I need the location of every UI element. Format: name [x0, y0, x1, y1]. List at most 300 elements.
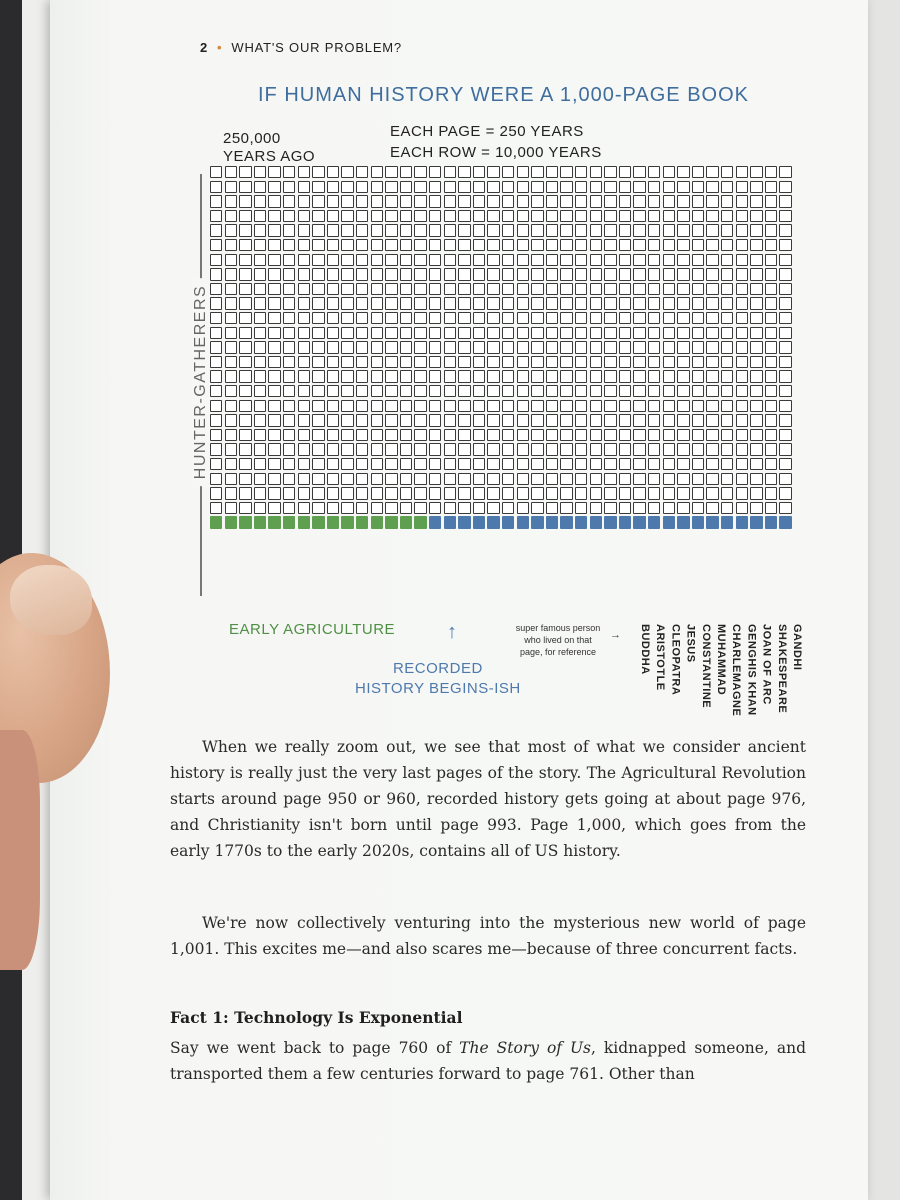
page-cell-hunter-gatherers [429, 502, 441, 514]
page-cell-hunter-gatherers [473, 429, 485, 441]
page-cell-hunter-gatherers [677, 414, 689, 426]
page-cell-hunter-gatherers [268, 385, 280, 397]
page-cell-hunter-gatherers [692, 400, 704, 412]
page-cell-hunter-gatherers [517, 181, 529, 193]
page-cell-hunter-gatherers [444, 473, 456, 485]
page-cell-hunter-gatherers [736, 254, 748, 266]
page-cell-hunter-gatherers [444, 487, 456, 499]
page-cell-hunter-gatherers [298, 458, 310, 470]
page-cell-hunter-gatherers [210, 385, 222, 397]
page-cell-hunter-gatherers [225, 268, 237, 280]
page-cell-hunter-gatherers [765, 224, 777, 236]
page-cell-hunter-gatherers [239, 239, 251, 251]
page-cell-hunter-gatherers [502, 458, 514, 470]
page-cell-hunter-gatherers [721, 443, 733, 455]
page-cell-hunter-gatherers [268, 283, 280, 295]
page-cell-hunter-gatherers [487, 400, 499, 412]
page-cell-hunter-gatherers [575, 473, 587, 485]
page-cell-hunter-gatherers [341, 195, 353, 207]
page-cell-hunter-gatherers [268, 297, 280, 309]
page-cell-hunter-gatherers [458, 312, 470, 324]
famous-person-label: GENGHIS KHAN [745, 624, 758, 716]
page-cell-hunter-gatherers [692, 370, 704, 382]
page-cell-hunter-gatherers [400, 327, 412, 339]
page-cell-hunter-gatherers [721, 400, 733, 412]
page-cell-hunter-gatherers [341, 327, 353, 339]
page-cell-hunter-gatherers [502, 297, 514, 309]
page-cell-hunter-gatherers [648, 502, 660, 514]
page-cell-hunter-gatherers [371, 370, 383, 382]
page-cell-hunter-gatherers [619, 502, 631, 514]
page-cell-hunter-gatherers [414, 210, 426, 222]
page-cell-hunter-gatherers [663, 166, 675, 178]
page-cell-hunter-gatherers [546, 443, 558, 455]
page-cell-hunter-gatherers [779, 473, 791, 485]
page-cell-hunter-gatherers [546, 356, 558, 368]
page-cell-hunter-gatherers [225, 443, 237, 455]
page-cell-hunter-gatherers [546, 400, 558, 412]
page-cell-hunter-gatherers [765, 400, 777, 412]
page-cell-hunter-gatherers [590, 487, 602, 499]
page-cell-hunter-gatherers [225, 356, 237, 368]
page-cell-hunter-gatherers [502, 210, 514, 222]
page-cell-hunter-gatherers [648, 341, 660, 353]
page-cell-hunter-gatherers [239, 414, 251, 426]
page-cell-hunter-gatherers [312, 400, 324, 412]
page-cell-hunter-gatherers [473, 195, 485, 207]
page-cell-hunter-gatherers [633, 224, 645, 236]
page-cell-hunter-gatherers [590, 370, 602, 382]
page-cell-hunter-gatherers [648, 181, 660, 193]
page-cell-hunter-gatherers [590, 341, 602, 353]
page-cell-hunter-gatherers [575, 385, 587, 397]
page-cell-hunter-gatherers [444, 327, 456, 339]
page-cell-hunter-gatherers [268, 473, 280, 485]
page-cell-hunter-gatherers [371, 400, 383, 412]
page-cell-hunter-gatherers [750, 283, 762, 295]
page-cell-hunter-gatherers [356, 297, 368, 309]
page-cell-hunter-gatherers [706, 254, 718, 266]
page-cell-hunter-gatherers [400, 210, 412, 222]
page-cell-hunter-gatherers [414, 487, 426, 499]
page-cell-hunter-gatherers [692, 254, 704, 266]
page-cell-hunter-gatherers [239, 487, 251, 499]
page-cell-hunter-gatherers [458, 400, 470, 412]
page-cell-hunter-gatherers [487, 312, 499, 324]
page-cell-hunter-gatherers [765, 254, 777, 266]
page-cell-hunter-gatherers [327, 502, 339, 514]
page-cell-hunter-gatherers [692, 224, 704, 236]
page-cell-recorded-history [531, 516, 543, 528]
page-cell-hunter-gatherers [298, 239, 310, 251]
page-cell-hunter-gatherers [677, 195, 689, 207]
page-cell-hunter-gatherers [225, 473, 237, 485]
page-cell-hunter-gatherers [575, 181, 587, 193]
page-cell-hunter-gatherers [414, 224, 426, 236]
page-cell-hunter-gatherers [356, 414, 368, 426]
page-cell-hunter-gatherers [706, 195, 718, 207]
page-cell-hunter-gatherers [575, 400, 587, 412]
page-cell-hunter-gatherers [560, 210, 572, 222]
page-cell-hunter-gatherers [531, 414, 543, 426]
scale-label [390, 121, 602, 163]
page-cell-hunter-gatherers [546, 458, 558, 470]
page-cell-hunter-gatherers [414, 283, 426, 295]
page-cell-hunter-gatherers [254, 297, 266, 309]
page-cell-hunter-gatherers [677, 356, 689, 368]
page-cell-hunter-gatherers [502, 312, 514, 324]
page-cell-hunter-gatherers [560, 341, 572, 353]
famous-person-label: ARISTOTLE [654, 624, 667, 691]
page-cell-hunter-gatherers [619, 385, 631, 397]
page-cell-hunter-gatherers [765, 370, 777, 382]
page-cell-hunter-gatherers [546, 239, 558, 251]
page-cell-hunter-gatherers [400, 400, 412, 412]
page-cell-hunter-gatherers [517, 195, 529, 207]
page-cell-hunter-gatherers [517, 370, 529, 382]
page-cell-hunter-gatherers [648, 268, 660, 280]
page-cell-hunter-gatherers [546, 283, 558, 295]
page-cell-hunter-gatherers [765, 297, 777, 309]
page-cell-hunter-gatherers [283, 429, 295, 441]
page-cell-hunter-gatherers [312, 239, 324, 251]
page-cell-hunter-gatherers [560, 400, 572, 412]
page-cell-hunter-gatherers [458, 429, 470, 441]
page-cell-hunter-gatherers [356, 458, 368, 470]
page-cell-hunter-gatherers [487, 458, 499, 470]
page-cell-hunter-gatherers [619, 414, 631, 426]
page-cell-recorded-history [590, 516, 602, 528]
page-cell-hunter-gatherers [473, 239, 485, 251]
page-cell-hunter-gatherers [575, 268, 587, 280]
page-cell-hunter-gatherers [706, 268, 718, 280]
page-cell-hunter-gatherers [663, 297, 675, 309]
page-cell-hunter-gatherers [298, 502, 310, 514]
page-cell-hunter-gatherers [444, 502, 456, 514]
page-cell-hunter-gatherers [633, 283, 645, 295]
page-cell-hunter-gatherers [458, 487, 470, 499]
page-cell-hunter-gatherers [385, 312, 397, 324]
page-cell-hunter-gatherers [225, 224, 237, 236]
page-cell-hunter-gatherers [590, 195, 602, 207]
page-cell-hunter-gatherers [560, 429, 572, 441]
page-cell-hunter-gatherers [765, 458, 777, 470]
page-cell-hunter-gatherers [619, 166, 631, 178]
page-cell-hunter-gatherers [327, 224, 339, 236]
page-cell-hunter-gatherers [254, 400, 266, 412]
page-cell-hunter-gatherers [517, 312, 529, 324]
page-cell-hunter-gatherers [400, 224, 412, 236]
page-cell-hunter-gatherers [546, 268, 558, 280]
page-cell-hunter-gatherers [225, 341, 237, 353]
page-cell-hunter-gatherers [648, 429, 660, 441]
page-cell-hunter-gatherers [663, 414, 675, 426]
page-cell-hunter-gatherers [327, 356, 339, 368]
page-cell-hunter-gatherers [487, 297, 499, 309]
famous-person-label: CLEOPATRA [669, 624, 682, 696]
page-cell-hunter-gatherers [356, 195, 368, 207]
page-cell-hunter-gatherers [560, 239, 572, 251]
page-cell-hunter-gatherers [225, 239, 237, 251]
page-cell-hunter-gatherers [692, 195, 704, 207]
page-cell-hunter-gatherers [239, 327, 251, 339]
page-cell-hunter-gatherers [210, 239, 222, 251]
page-cell-hunter-gatherers [531, 356, 543, 368]
page-cell-hunter-gatherers [400, 312, 412, 324]
page-cell-hunter-gatherers [560, 268, 572, 280]
page-cell-hunter-gatherers [575, 370, 587, 382]
page-cell-hunter-gatherers [517, 210, 529, 222]
page-cell-hunter-gatherers [604, 239, 616, 251]
page-cell-hunter-gatherers [779, 268, 791, 280]
page-cell-hunter-gatherers [692, 312, 704, 324]
page-cell-hunter-gatherers [400, 370, 412, 382]
page-cell-hunter-gatherers [356, 473, 368, 485]
page-cell-hunter-gatherers [663, 385, 675, 397]
page-cell-hunter-gatherers [487, 283, 499, 295]
page-cell-hunter-gatherers [444, 195, 456, 207]
page-cell-hunter-gatherers [312, 473, 324, 485]
famous-person-label: JOAN OF ARC [760, 624, 773, 705]
page-cell-recorded-history [502, 516, 514, 528]
page-cell-hunter-gatherers [298, 224, 310, 236]
page-cell-hunter-gatherers [239, 210, 251, 222]
page-cell-hunter-gatherers [560, 224, 572, 236]
page-cell-hunter-gatherers [604, 429, 616, 441]
page-cell-hunter-gatherers [736, 341, 748, 353]
page-cell-hunter-gatherers [663, 327, 675, 339]
page-cell-hunter-gatherers [414, 195, 426, 207]
page-cell-hunter-gatherers [575, 254, 587, 266]
page-cell-hunter-gatherers [750, 224, 762, 236]
page-cell-hunter-gatherers [444, 443, 456, 455]
page-cell-hunter-gatherers [239, 502, 251, 514]
page-cell-hunter-gatherers [444, 341, 456, 353]
page-cell-hunter-gatherers [633, 297, 645, 309]
page-cell-hunter-gatherers [721, 224, 733, 236]
page-cell-hunter-gatherers [604, 166, 616, 178]
page-cell-hunter-gatherers [283, 370, 295, 382]
separator-dot: • [217, 40, 223, 55]
page-cell-hunter-gatherers [385, 341, 397, 353]
page-cell-hunter-gatherers [560, 443, 572, 455]
page-cell-hunter-gatherers [371, 268, 383, 280]
page-cell-hunter-gatherers [531, 224, 543, 236]
page-cell-hunter-gatherers [546, 429, 558, 441]
page-cell-hunter-gatherers [633, 473, 645, 485]
page-cell-hunter-gatherers [502, 283, 514, 295]
page-cell-hunter-gatherers [458, 254, 470, 266]
page-cell-hunter-gatherers [546, 502, 558, 514]
page-cell-hunter-gatherers [517, 385, 529, 397]
page-cell-hunter-gatherers [721, 370, 733, 382]
page-cell-hunter-gatherers [648, 327, 660, 339]
page-cell-hunter-gatherers [444, 210, 456, 222]
thumbnail-nail [10, 565, 92, 635]
page-cell-hunter-gatherers [736, 283, 748, 295]
page-cell-hunter-gatherers [210, 166, 222, 178]
page-cell-hunter-gatherers [619, 312, 631, 324]
page-cell-hunter-gatherers [502, 327, 514, 339]
page-cell-hunter-gatherers [371, 502, 383, 514]
page-cell-hunter-gatherers [225, 195, 237, 207]
page-cell-hunter-gatherers [663, 195, 675, 207]
page-cell-recorded-history [692, 516, 704, 528]
page-cell-recorded-history [765, 516, 777, 528]
page-cell-hunter-gatherers [590, 443, 602, 455]
page-cell-hunter-gatherers [254, 473, 266, 485]
page-cell-hunter-gatherers [765, 487, 777, 499]
page-cell-hunter-gatherers [648, 385, 660, 397]
page-cell-hunter-gatherers [254, 181, 266, 193]
up-arrow-icon: ↑ [447, 621, 457, 643]
page-cell-hunter-gatherers [590, 458, 602, 470]
page-cell-hunter-gatherers [487, 210, 499, 222]
page-cell-hunter-gatherers [356, 268, 368, 280]
page-cell-early-agriculture [268, 516, 280, 528]
page-cell-hunter-gatherers [648, 458, 660, 470]
page-cell-hunter-gatherers [604, 268, 616, 280]
page-cell-hunter-gatherers [546, 370, 558, 382]
page-cell-hunter-gatherers [677, 487, 689, 499]
page-cell-hunter-gatherers [356, 370, 368, 382]
page-cell-hunter-gatherers [706, 181, 718, 193]
page-cell-recorded-history [706, 516, 718, 528]
page-cell-hunter-gatherers [414, 181, 426, 193]
page-cell-hunter-gatherers [531, 239, 543, 251]
page-cell-hunter-gatherers [560, 327, 572, 339]
page-cell-hunter-gatherers [517, 239, 529, 251]
page-cell-hunter-gatherers [400, 487, 412, 499]
page-cell-hunter-gatherers [429, 224, 441, 236]
page-cell-hunter-gatherers [473, 443, 485, 455]
page-cell-hunter-gatherers [385, 327, 397, 339]
page-cell-hunter-gatherers [619, 341, 631, 353]
page-cell-recorded-history [648, 516, 660, 528]
page-cell-hunter-gatherers [779, 458, 791, 470]
page-cell-hunter-gatherers [298, 400, 310, 412]
page-cell-hunter-gatherers [721, 195, 733, 207]
page-cell-hunter-gatherers [692, 166, 704, 178]
page-cell-hunter-gatherers [283, 341, 295, 353]
page-cell-hunter-gatherers [473, 297, 485, 309]
page-cell-hunter-gatherers [312, 458, 324, 470]
page-cell-hunter-gatherers [517, 341, 529, 353]
page-cell-hunter-gatherers [298, 297, 310, 309]
page-cell-hunter-gatherers [298, 429, 310, 441]
page-cell-hunter-gatherers [327, 458, 339, 470]
page-cell-hunter-gatherers [429, 385, 441, 397]
page-cell-hunter-gatherers [750, 166, 762, 178]
page-cell-hunter-gatherers [268, 327, 280, 339]
page-cell-hunter-gatherers [706, 414, 718, 426]
page-cell-hunter-gatherers [750, 356, 762, 368]
page-cell-hunter-gatherers [371, 487, 383, 499]
page-cell-hunter-gatherers [736, 210, 748, 222]
page-cell-hunter-gatherers [327, 297, 339, 309]
page-cell-early-agriculture [414, 516, 426, 528]
page-cell-hunter-gatherers [327, 283, 339, 295]
page-cell-hunter-gatherers [371, 327, 383, 339]
page-cell-hunter-gatherers [517, 254, 529, 266]
page-cell-hunter-gatherers [327, 370, 339, 382]
page-cell-hunter-gatherers [356, 400, 368, 412]
page-cell-hunter-gatherers [633, 443, 645, 455]
paragraph-1-text: When we really zoom out, we see that most of what we consider ancient history is really just the very last pages of the story. The Agricultural Revolution starts around page 950 or 960, recorded history gets going at about page 976, and Christianity isn't born until page 993. Page 1,000, which goes from the early 1770s to the early 2020s, contains all of US history. [170, 738, 806, 860]
famous-person-note [488, 622, 628, 658]
page-cell-hunter-gatherers [458, 181, 470, 193]
page-cell-hunter-gatherers [560, 181, 572, 193]
page-cell-hunter-gatherers [677, 385, 689, 397]
page-cell-hunter-gatherers [531, 341, 543, 353]
page-cell-hunter-gatherers [779, 429, 791, 441]
page-cell-hunter-gatherers [487, 443, 499, 455]
page-cell-hunter-gatherers [210, 414, 222, 426]
page-cell-hunter-gatherers [706, 283, 718, 295]
page-cell-hunter-gatherers [750, 341, 762, 353]
page-cell-hunter-gatherers [619, 239, 631, 251]
page-cell-hunter-gatherers [575, 414, 587, 426]
page-cell-hunter-gatherers [458, 166, 470, 178]
page-cell-hunter-gatherers [400, 166, 412, 178]
page-cell-hunter-gatherers [633, 356, 645, 368]
page-cell-hunter-gatherers [619, 400, 631, 412]
page-cell-hunter-gatherers [706, 487, 718, 499]
page-cell-hunter-gatherers [677, 297, 689, 309]
page-cell-hunter-gatherers [283, 356, 295, 368]
page-cell-hunter-gatherers [706, 502, 718, 514]
page-cell-hunter-gatherers [604, 195, 616, 207]
page-cell-hunter-gatherers [765, 356, 777, 368]
page-cell-hunter-gatherers [590, 210, 602, 222]
page-cell-hunter-gatherers [663, 429, 675, 441]
page-cell-hunter-gatherers [706, 239, 718, 251]
page-cell-hunter-gatherers [210, 356, 222, 368]
page-cell-hunter-gatherers [371, 283, 383, 295]
page-cell-hunter-gatherers [327, 429, 339, 441]
page-cell-hunter-gatherers [619, 181, 631, 193]
page-cell-hunter-gatherers [648, 224, 660, 236]
page-cell-hunter-gatherers [400, 195, 412, 207]
note-line3: page, for reference [519, 647, 597, 657]
page-cell-hunter-gatherers [736, 268, 748, 280]
page-cell-hunter-gatherers [765, 341, 777, 353]
paragraph-2-text: We're now collectively venturing into the mysterious new world of page 1,001. This excites me—and also scares me—because of three concurrent facts. [170, 914, 806, 958]
page-cell-hunter-gatherers [706, 356, 718, 368]
page-cell-hunter-gatherers [546, 254, 558, 266]
page-cell-hunter-gatherers [677, 341, 689, 353]
page-cell-hunter-gatherers [750, 312, 762, 324]
page-cell-hunter-gatherers [619, 210, 631, 222]
page-cell-hunter-gatherers [560, 370, 572, 382]
page-cell-hunter-gatherers [429, 370, 441, 382]
page-cell-hunter-gatherers [414, 312, 426, 324]
famous-person-label: SHAKESPEARE [775, 624, 788, 714]
page-cell-hunter-gatherers [619, 195, 631, 207]
page-cell-hunter-gatherers [546, 297, 558, 309]
page-cell-hunter-gatherers [779, 312, 791, 324]
page-cell-hunter-gatherers [765, 429, 777, 441]
page-cell-hunter-gatherers [663, 210, 675, 222]
page-cell-hunter-gatherers [633, 458, 645, 470]
page-cell-hunter-gatherers [633, 327, 645, 339]
page-cell-hunter-gatherers [487, 195, 499, 207]
page-cell-hunter-gatherers [531, 473, 543, 485]
page-cell-hunter-gatherers [736, 224, 748, 236]
page-cell-hunter-gatherers [517, 443, 529, 455]
page-cell-hunter-gatherers [210, 429, 222, 441]
page-cell-hunter-gatherers [210, 268, 222, 280]
